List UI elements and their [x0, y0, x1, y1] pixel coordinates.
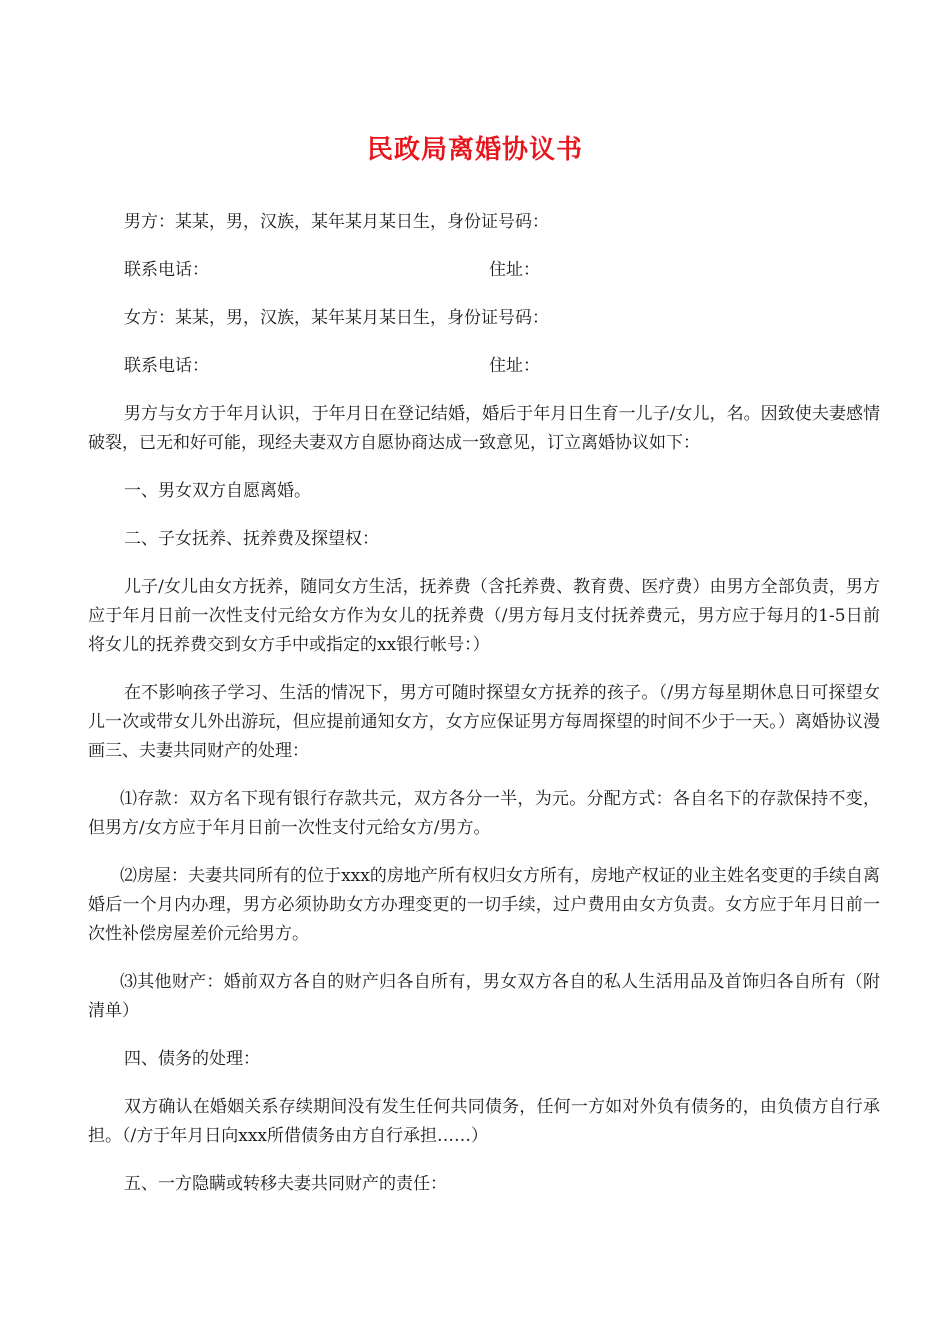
male-address-label: 住址： — [489, 260, 540, 280]
property-other: ⑶其他财产：婚前双方各自的财产归各自所有，男女双方各自的私人生活用品及首饰归各自所有（附清单） — [88, 972, 880, 1021]
property-house: ⑵房屋：夫妻共同所有的位于xxx的房地产所有权归女方所有，房地产权证的业主姓名变更的手续自离婚后一个月内办理，男方必须协助女方办理变更的一切手续，过户费用由女方负责。女方应于年月日前一次性补偿房屋差价元给男方。 — [88, 866, 880, 944]
section-2-heading: 二、子女抚养、抚养费及探望权： — [124, 529, 379, 549]
section-1-heading: 一、男女双方自愿离婚。 — [124, 481, 311, 501]
debt-paragraph: 双方确认在婚姻关系存续期间没有发生任何共同债务，任何一方如对外负有债务的，由负债方自行承担。（/方于年月日向xxx所借债务由方自行承担……） — [88, 1097, 880, 1146]
document-body — [88, 208, 880, 1218]
female-phone-label: 联系电话： — [124, 356, 209, 376]
female-address-label: 住址： — [489, 356, 540, 376]
female-contact-row — [88, 352, 880, 381]
female-info: 女方：某某，男，汉族，某年某月某日生，身份证号码： — [124, 308, 549, 328]
section-4-heading: 四、债务的处理： — [124, 1049, 260, 1069]
custody-paragraph: 儿子/女儿由女方抚养，随同女方生活，抚养费（含托养费、教育费、医疗费）由男方全部负责，男方应于年月日前一次性支付元给女方作为女儿的抚养费（/男方每月支付抚养费元，男方应于每月的1-5日前将女儿的抚养费交到女方手中或指定的xx银行帐号：） — [88, 577, 880, 655]
intro-paragraph: 男方与女方于年月认识，于年月日在登记结婚，婚后于年月日生育一儿子/女儿，名。因致使夫妻感情破裂，已无和好可能，现经夫妻双方自愿协商达成一致意见，订立离婚协议如下： — [88, 404, 880, 453]
property-deposits: ⑴存款：双方名下现有银行存款共元，双方各分一半，为元。分配方式：各自名下的存款保持不变，但男方/女方应于年月日前一次性支付元给女方/男方。 — [88, 789, 880, 838]
male-info: 男方：某某，男，汉族，某年某月某日生，身份证号码： — [124, 212, 549, 232]
male-contact-row — [88, 256, 880, 285]
male-phone-label: 联系电话： — [124, 260, 209, 280]
visitation-paragraph: 在不影响孩子学习、生活的情况下，男方可随时探望女方抚养的孩子。（/男方每星期休息日可探望女儿一次或带女儿外出游玩，但应提前通知女方，女方应保证男方每周探望的时间不少于一天。）离婚协议漫画三、夫妻共同财产的处理： — [88, 683, 880, 761]
section-5-heading: 五、一方隐瞒或转移夫妻共同财产的责任： — [124, 1174, 447, 1194]
document-title: 民政局离婚协议书 — [366, 135, 583, 165]
